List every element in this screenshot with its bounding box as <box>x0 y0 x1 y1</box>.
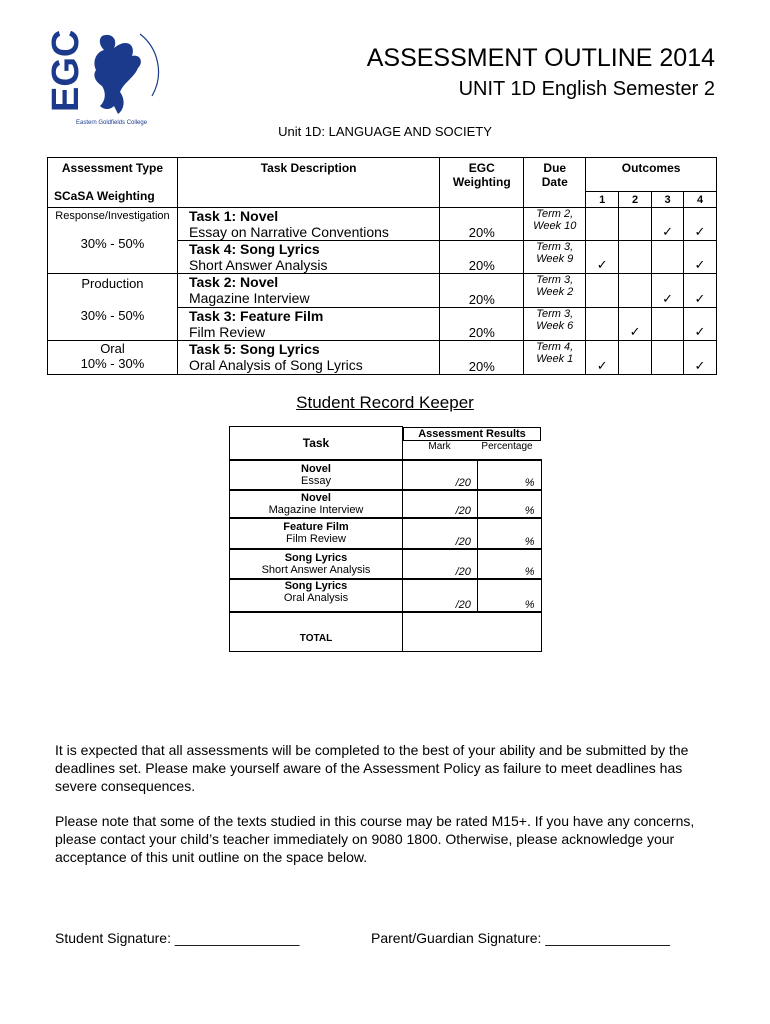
outcome-check: ✓ <box>684 341 717 375</box>
record-mark: /20 <box>403 579 478 612</box>
task-desc: Short Answer Analysis <box>188 257 328 273</box>
outcome-check: ✓ <box>684 308 717 341</box>
task-desc: Film Review <box>188 324 266 340</box>
header-task-description: Task Description <box>177 158 439 208</box>
outcome-check <box>652 308 684 341</box>
deadline-paragraph: It is expected that all assessments will be completed to the best of your ability and be submitted by the deadlines set. Please make yourself aware of the Assessment Policy as failure to meet deadlines has severe consequences. <box>55 742 689 794</box>
outcome-check <box>619 241 652 274</box>
record-mark-header: Mark <box>428 440 451 452</box>
record-keeper-heading: Student Record Keeper <box>296 393 474 412</box>
task-title: Task 2: Novel <box>188 274 279 290</box>
task-title: Task 1: Novel <box>188 208 279 224</box>
outcome-header-4: 4 <box>684 192 717 208</box>
outcome-check: ✓ <box>652 208 684 241</box>
header-egc-weighting: EGC Weighting <box>440 158 524 208</box>
type-response-investigation: Response/Investigation 30% - 50% <box>48 208 178 274</box>
outcome-header-3: 3 <box>652 192 684 208</box>
college-logo <box>40 26 160 131</box>
record-mark: /20 <box>403 549 478 579</box>
unit-line: Unit 1D: LANGUAGE AND SOCIETY <box>278 124 492 139</box>
type-range: 10% - 30% <box>80 356 145 371</box>
outcome-check: ✓ <box>684 274 717 308</box>
header-outcomes: Outcomes <box>586 158 717 192</box>
record-row: Novel Magazine Interview <box>230 490 403 518</box>
record-row: Song Lyrics Oral Analysis <box>230 579 403 612</box>
assessment-outline-table <box>47 157 717 375</box>
outcome-check: ✓ <box>586 241 619 274</box>
outcome-check <box>652 341 684 375</box>
record-pct-header: Percentage <box>481 440 533 452</box>
outcome-check <box>619 274 652 308</box>
outcome-check: ✓ <box>684 241 717 274</box>
record-row: Novel Essay <box>230 460 403 490</box>
record-keeper-table <box>229 426 542 652</box>
task-cell <box>177 341 439 375</box>
type-range: 30% - 50% <box>80 308 145 323</box>
outcome-check <box>586 274 619 308</box>
task-title: Task 3: Feature Film <box>188 308 324 324</box>
outcome-check <box>652 241 684 274</box>
type-oral: Oral 10% - 30% <box>48 341 178 375</box>
outcome-header-1: 1 <box>586 192 619 208</box>
record-pct: % <box>477 549 541 579</box>
record-row: Feature Film Film Review <box>230 518 403 549</box>
task-due: Term 3, Week 9 <box>524 241 586 274</box>
task-desc: Essay on Narrative Conventions <box>188 224 389 240</box>
outcome-check <box>586 208 619 241</box>
outcome-check: ✓ <box>652 274 684 308</box>
header-assessment-type: Assessment Type SCaSA Weighting <box>48 158 178 208</box>
page-title: ASSESSMENT OUTLINE 2014 <box>366 44 715 72</box>
record-pct: % <box>477 490 541 518</box>
task-cell <box>177 274 439 308</box>
type-production: Production 30% - 50% <box>48 274 178 341</box>
outcome-check <box>586 308 619 341</box>
record-mark: /20 <box>403 518 478 549</box>
task-title: Task 4: Song Lyrics <box>188 241 320 257</box>
task-weight: 20% <box>440 241 524 274</box>
record-mark: /20 <box>403 460 478 490</box>
outcome-check: ✓ <box>684 208 717 241</box>
task-weight: 20% <box>440 208 524 241</box>
task-cell <box>177 308 439 341</box>
record-pct: % <box>477 518 541 549</box>
rating-paragraph: Please note that some of the texts studied in this course may be rated M15+. If you have any concerns, please contact your child’s teacher immediately on 9080 1800. Otherwise, please acknowledge your acceptance of this unit outline on the space below. <box>55 813 695 865</box>
parent-signature-line[interactable]: Parent/Guardian Signature: ________________ <box>371 930 670 946</box>
page-subtitle: UNIT 1D English Semester 2 <box>458 78 715 100</box>
task-weight: 20% <box>440 308 524 341</box>
task-due: Term 4, Week 1 <box>524 341 586 375</box>
record-pct: % <box>477 460 541 490</box>
record-total-value <box>403 612 542 652</box>
task-due: Term 2, Week 10 <box>524 208 586 241</box>
record-row: Song Lyrics Short Answer Analysis <box>230 549 403 579</box>
task-due: Term 3, Week 6 <box>524 308 586 341</box>
task-due: Term 3, Week 2 <box>524 274 586 308</box>
pegasus-emblem <box>94 35 140 114</box>
outcome-header-2: 2 <box>619 192 652 208</box>
record-mark: /20 <box>403 490 478 518</box>
logo-caption: Eastern Goldfields College <box>76 120 148 126</box>
header-due-date: Due Date <box>524 158 586 208</box>
task-cell <box>177 241 439 274</box>
outcome-check: ✓ <box>586 341 619 375</box>
record-total-label: TOTAL <box>230 612 403 652</box>
record-task-header: Task <box>230 427 403 460</box>
record-pct: % <box>477 579 541 612</box>
record-results-header: Assessment Results Mark Percentage <box>403 427 542 460</box>
logo-text: EGC <box>45 29 87 112</box>
task-cell <box>177 208 439 241</box>
header-scasa-weighting: SCaSA Weighting <box>54 189 155 203</box>
task-desc: Magazine Interview <box>188 290 310 306</box>
outcome-check <box>619 208 652 241</box>
task-title: Task 5: Song Lyrics <box>188 341 320 357</box>
outcome-check: ✓ <box>619 308 652 341</box>
student-signature-line[interactable]: Student Signature: ________________ <box>55 930 300 946</box>
task-desc: Oral Analysis of Song Lyrics <box>188 357 363 373</box>
task-weight: 20% <box>440 274 524 308</box>
type-range: 30% - 50% <box>80 236 145 251</box>
outcome-check <box>619 341 652 375</box>
task-weight: 20% <box>440 341 524 375</box>
